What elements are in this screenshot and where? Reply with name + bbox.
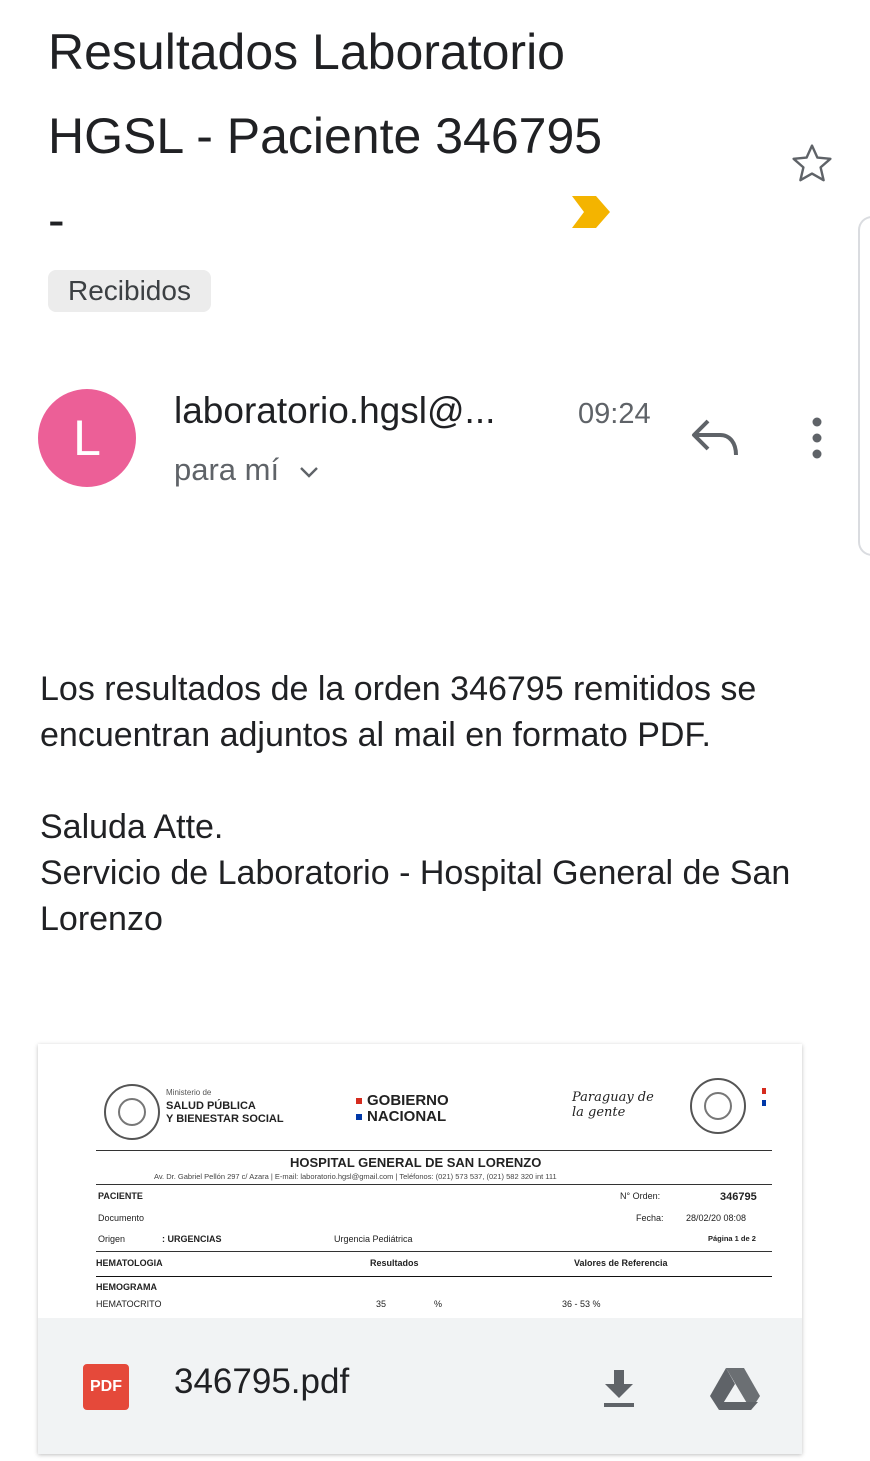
recipient-toggle[interactable] (174, 452, 320, 488)
ministry-seal (104, 1084, 160, 1140)
hospital-seal (690, 1078, 746, 1134)
gov-line-2-text: NACIONAL (367, 1108, 447, 1125)
ministry-line-2: Y BIENESTAR SOCIAL (166, 1113, 284, 1125)
reply-icon[interactable] (690, 415, 742, 459)
body-paragraph-2 (40, 804, 850, 942)
document-label: Documento (98, 1213, 145, 1223)
gov-line-1 (356, 1092, 449, 1109)
flag-mark (762, 1088, 766, 1106)
address-rule (96, 1184, 772, 1185)
order-label: N° Orden: (620, 1191, 661, 1201)
date-label: Fecha: (636, 1213, 664, 1223)
inbox-label-chip[interactable]: Recibidos (48, 270, 211, 312)
attachment-preview[interactable] (38, 1044, 802, 1318)
drive-icon[interactable] (708, 1366, 762, 1412)
scroll-handle[interactable] (858, 216, 870, 556)
recipient-label: para mí (174, 452, 280, 487)
chevron-down-icon (298, 465, 320, 479)
subject-line-3: - (48, 192, 65, 248)
order-value: 346795 (720, 1191, 757, 1203)
signature-line: Servicio de Laboratorio - Hospital General de San Lorenzo (40, 854, 791, 938)
origin-detail: Urgencia Pediátrica (334, 1234, 413, 1244)
pdf-file-icon: PDF (83, 1364, 129, 1410)
ministry-line-1: SALUD PÚBLICA (166, 1100, 256, 1112)
more-vert-icon[interactable] (806, 416, 828, 460)
group-name: HEMOGRAMA (96, 1282, 157, 1292)
gov-line-2 (356, 1108, 446, 1125)
body-paragraph-1: Los resultados de la orden 346795 remitidos se encuentran adjuntos al mail en formato PDF. (40, 670, 757, 754)
email-subject (48, 10, 768, 262)
header-rule (96, 1150, 772, 1151)
patient-label: PACIENTE (98, 1191, 143, 1201)
download-icon[interactable] (598, 1366, 640, 1410)
attachment-card[interactable] (38, 1044, 802, 1454)
slogan: Paraguay de la gente (572, 1090, 654, 1120)
hospital-address: Av. Dr. Gabriel Pellón 297 c/ Azara | E-mail: laboratorio.hgsl@gmail.com | Teléfonos: (021) 573 537, (021) 582 320 int 111 (154, 1172, 557, 1181)
page-number: Página 1 de 2 (708, 1234, 756, 1243)
subject-line-2: HGSL - Paciente 346795 (48, 108, 603, 164)
email-body (40, 666, 850, 942)
test-value: 35 (376, 1299, 387, 1309)
meta-rule (96, 1251, 772, 1252)
test-name: HEMATOCRITO (96, 1299, 162, 1309)
sender-avatar[interactable]: L (38, 389, 136, 487)
closing-line: Saluda Atte. (40, 808, 224, 846)
sender-address[interactable]: laboratorio.hgsl@... (174, 390, 496, 431)
date-value: 28/02/20 08:08 (686, 1213, 747, 1223)
table-header-rule (96, 1276, 772, 1277)
attachment-file-name[interactable]: 346795.pdf (174, 1362, 350, 1401)
attachment-bar[interactable] (38, 1318, 802, 1454)
results-header: Resultados (370, 1258, 419, 1268)
hospital-title: HOSPITAL GENERAL DE SAN LORENZO (290, 1155, 542, 1170)
ministry-small: Ministerio de (166, 1088, 212, 1097)
reference-header: Valores de Referencia (574, 1258, 668, 1268)
origin-label: Origen (98, 1234, 126, 1244)
star-outline-icon[interactable] (788, 140, 836, 188)
test-unit: % (434, 1299, 443, 1309)
test-reference: 36 - 53 % (562, 1299, 601, 1309)
gov-line-1-text: GOBIERNO (367, 1092, 449, 1109)
received-time: 09:24 (578, 398, 651, 430)
subject-line-1: Resultados Laboratorio (48, 24, 565, 80)
important-marker-icon[interactable] (570, 194, 612, 230)
origin-value: : URGENCIAS (162, 1234, 222, 1244)
area-header: HEMATOLOGIA (96, 1258, 163, 1268)
